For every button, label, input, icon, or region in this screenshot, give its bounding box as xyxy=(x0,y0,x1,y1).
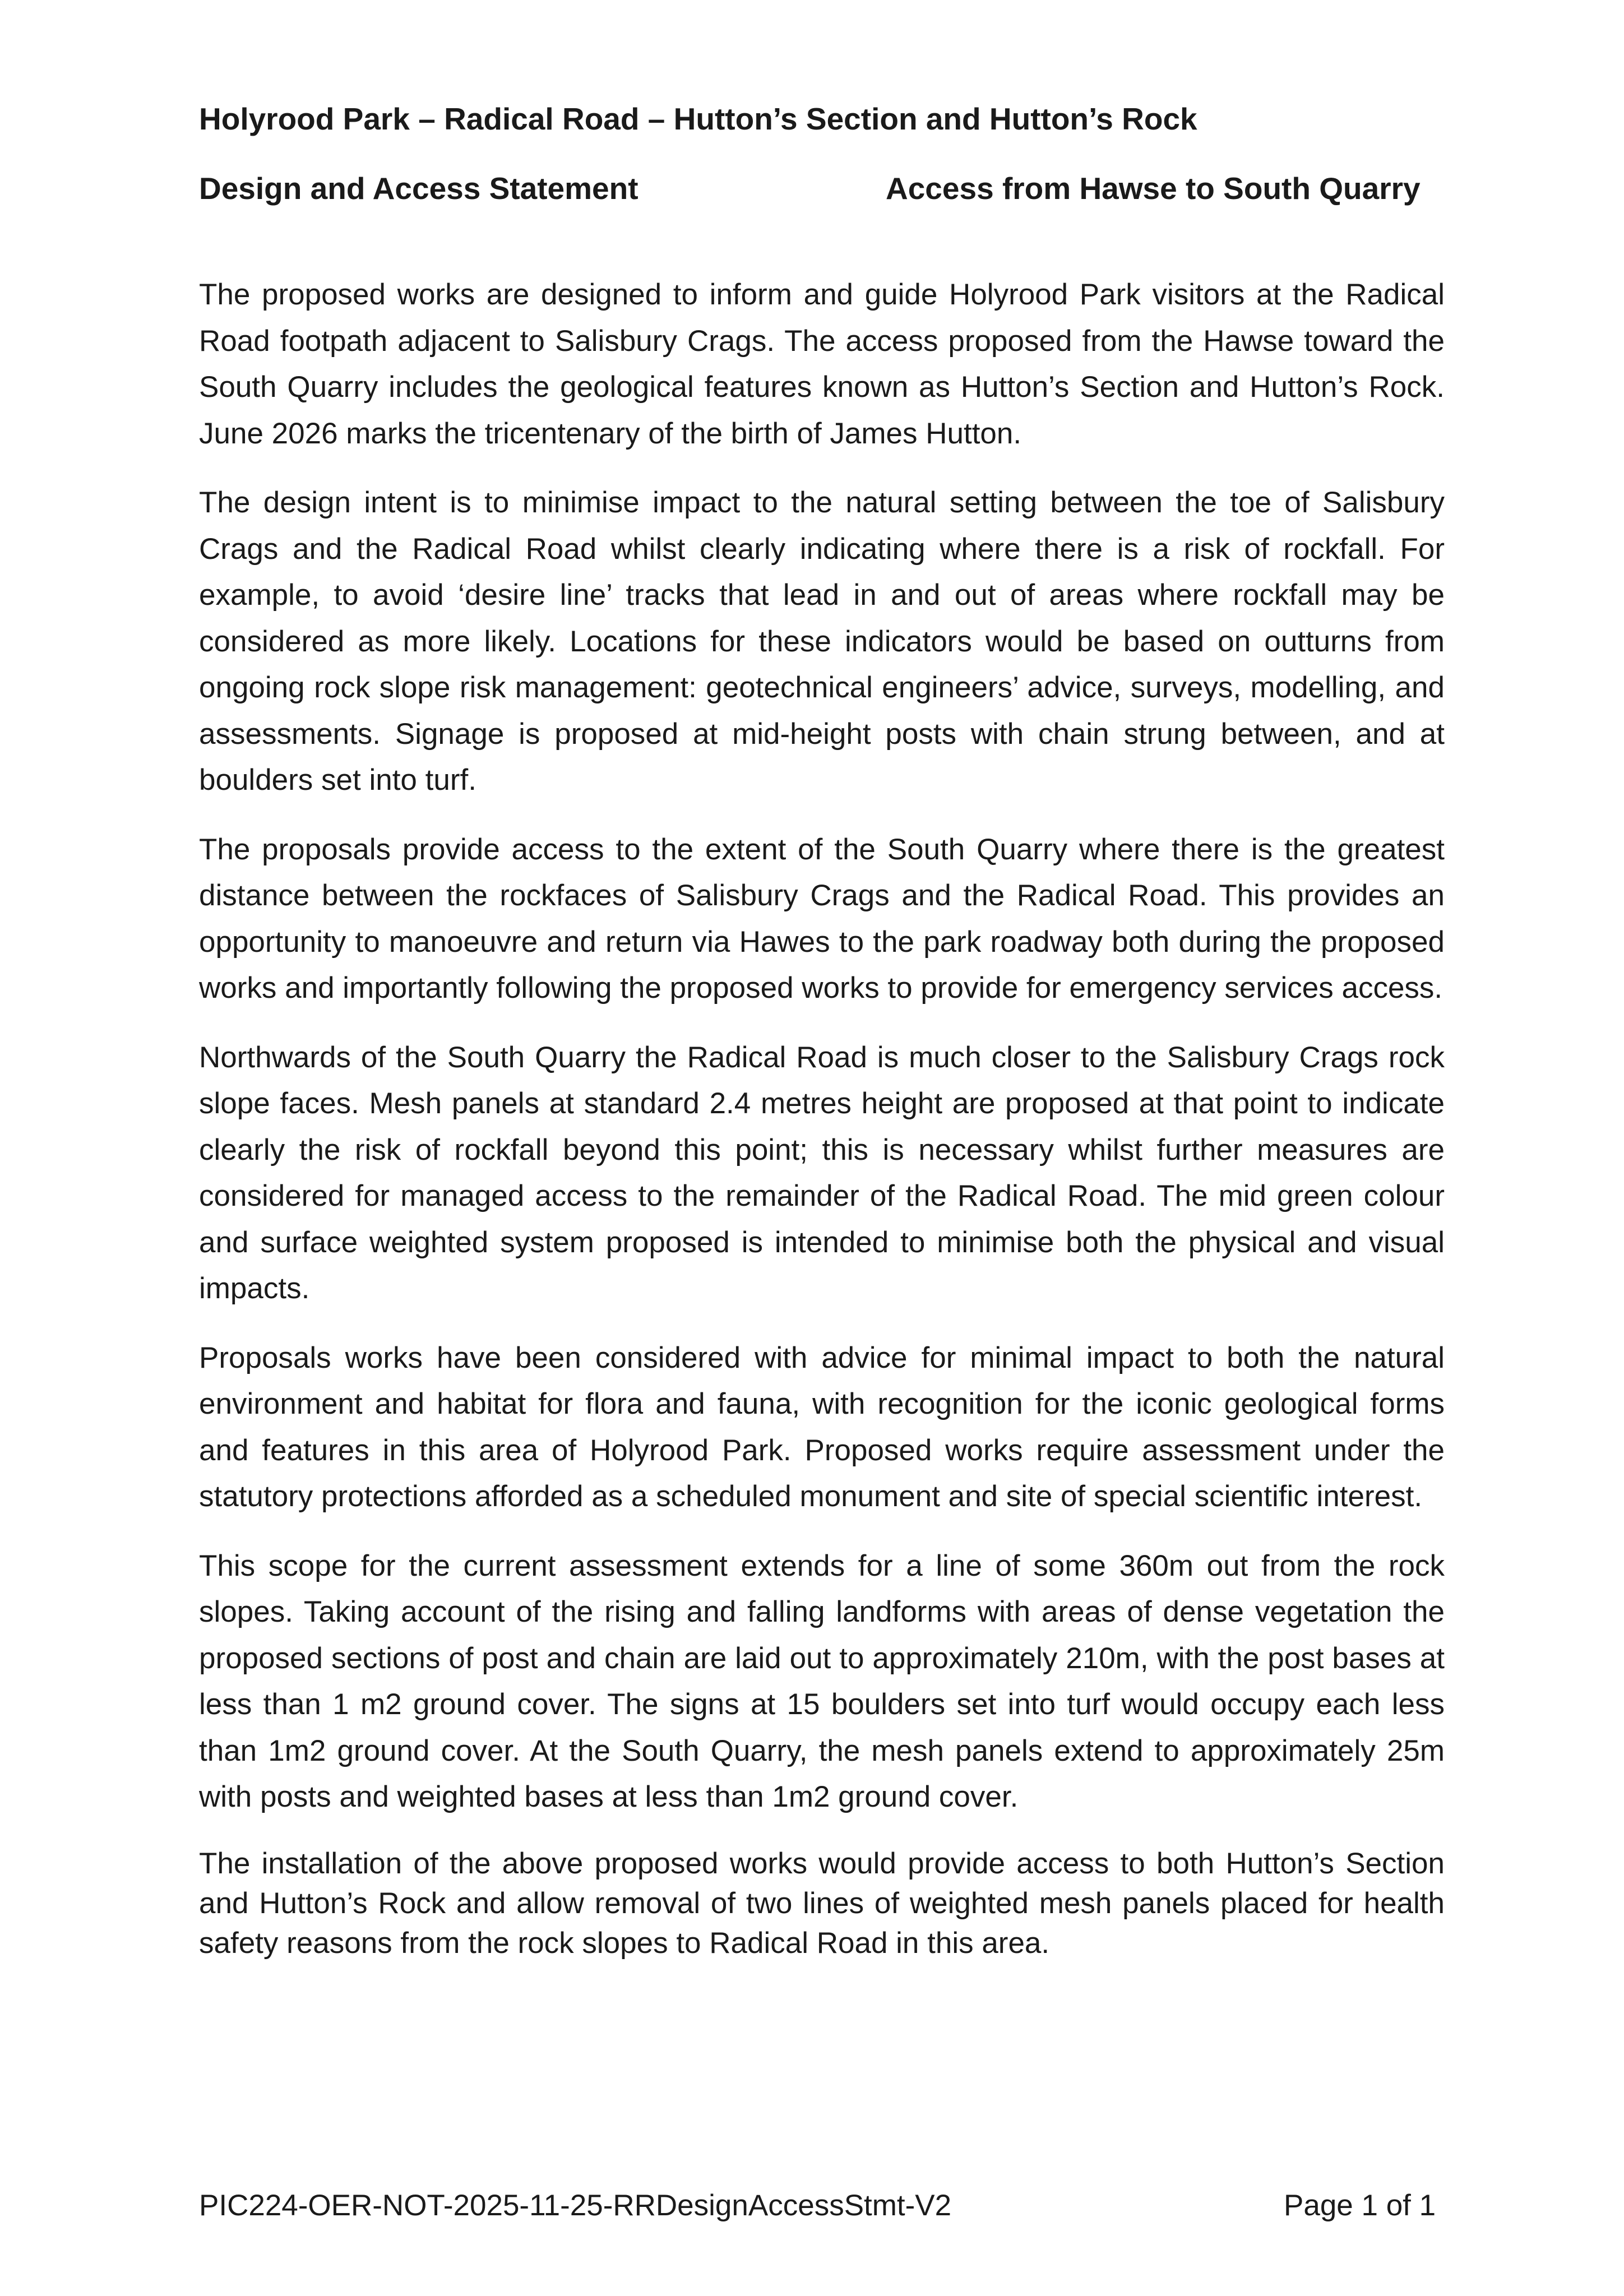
page-number: Page 1 of 1 xyxy=(1284,2189,1436,2222)
document-subtitle-right: Access from Hawse to South Quarry xyxy=(886,171,1421,206)
document-body xyxy=(199,272,1445,1986)
document-reference: PIC224-OER-NOT-2025-11-25-RRDesignAccessStmt-V2 xyxy=(199,2189,952,2222)
document-title: Holyrood Park – Radical Road – Hutton’s Section and Hutton’s Rock xyxy=(199,101,1197,136)
body-paragraph: The proposals provide access to the extent of the South Quarry where there is the greatest distance between the rockfaces of Salisbury Crags and the Radical Road. This provides an opportunity to manoeuvre and return via Hawes to the park roadway both during the proposed works and importantly following the proposed works to provide for emergency services access. xyxy=(199,832,1445,1004)
body-paragraph: The design intent is to minimise impact to the natural setting between the toe of Salisbury Crags and the Radical Road whilst clearly indicating where there is a risk of rockfall. For example, to avoid ‘desire line’ tracks that lead in and out of areas where rockfall may be considered as more likely. Locations for these indicators would be based on outturns from ongoing rock slope risk management: geotechnical engineers’ advice, surveys, modelling, and assessments. Signage is proposed at mid-height posts with chain strung between, and at boulders set into turf. xyxy=(199,486,1445,797)
body-paragraph: Northwards of the South Quarry the Radical Road is much closer to the Salisbury Crags rock slope faces. Mesh panels at standard 2.4 metres height are proposed at that point to indicate clearly the risk of rockfall beyond this point; this is necessary whilst further measures are considered for managed access to the remainder of the Radical Road. The mid green colour and surface weighted system proposed is intended to minimise both the physical and visual impacts. xyxy=(199,1040,1445,1305)
body-paragraph: Proposals works have been considered with advice for minimal impact to both the natural environment and habitat for flora and fauna, with recognition for the iconic geological forms and features in this area of Holyrood Park. Proposed works require assessment under the statutory protections afforded as a scheduled monument and site of special scientific interest. xyxy=(199,1341,1445,1513)
body-paragraph: The installation of the above proposed works would provide access to both Hutton’s Section and Hutton’s Rock and allow removal of two lines of weighted mesh panels placed for health safety reasons from the rock slopes to Radical Road in this area. xyxy=(199,1846,1445,1960)
body-paragraph: This scope for the current assessment extends for a line of some 360m out from the rock slopes. Taking account of the rising and falling landforms with areas of dense vegetation the proposed sections of post and chain are laid out to approximately 210m, with the post bases at less than 1 m2 ground cover. The signs at 15 boulders set into turf would occupy each less than 1m2 ground cover. At the South Quarry, the mesh panels extend to approximately 25m with posts and weighted bases at less than 1m2 ground cover. xyxy=(199,1549,1445,1813)
document-subtitle-left: Design and Access Statement xyxy=(199,171,639,206)
body-paragraph: The proposed works are designed to inform and guide Holyrood Park visitors at the Radical Road footpath adjacent to Salisbury Crags. The access proposed from the Hawse toward the South Quarry includes the geological features known as Hutton’s Section and Hutton’s Rock. June 2026 marks the tricentenary of the birth of James Hutton. xyxy=(199,278,1445,450)
